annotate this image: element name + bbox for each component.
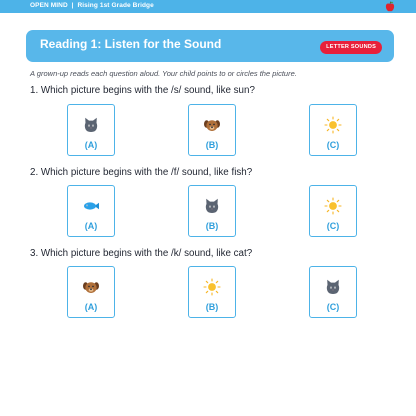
top-bar <box>0 0 416 13</box>
q3-choice-a-picture <box>82 278 100 296</box>
apple-icon <box>385 1 395 12</box>
q3-choice-c[interactable] <box>309 266 357 318</box>
cat-icon <box>203 197 221 215</box>
q3-choice-b-label: (B) <box>205 302 219 312</box>
fish-icon <box>82 197 100 215</box>
brand-name: OPEN MIND <box>30 2 68 9</box>
q2-choice-c-label: (C) <box>326 221 340 231</box>
sun-icon <box>203 278 221 296</box>
q3-choice-b[interactable] <box>188 266 236 318</box>
dog-icon <box>82 278 100 296</box>
cat-icon <box>82 116 100 134</box>
q3-choice-b-picture <box>203 278 221 296</box>
course-title <box>30 2 154 9</box>
q1-choice-a-label: (A) <box>84 140 98 150</box>
course-name: Rising 1st Grade Bridge <box>77 2 154 9</box>
q2-choice-a-label: (A) <box>84 221 98 231</box>
cat-icon <box>324 278 342 296</box>
q1-choice-b-label: (B) <box>205 140 219 150</box>
topic-badge: LETTER SOUNDS <box>320 41 382 54</box>
question-1: 1. Which picture begins with the /s/ sound, like sun? <box>30 85 255 96</box>
q3-choice-c-picture <box>324 278 342 296</box>
instruction-text: A grown-up reads each question aloud. Your child points to or circles the picture. <box>30 69 297 78</box>
sun-icon <box>324 197 342 215</box>
dog-icon <box>203 116 221 134</box>
q2-choice-b-label: (B) <box>205 221 219 231</box>
q1-choice-c-picture <box>324 116 342 134</box>
lesson-header <box>26 30 394 62</box>
q2-choice-c[interactable] <box>309 185 357 237</box>
question-2: 2. Which picture begins with the /f/ sound, like fish? <box>30 167 253 178</box>
q2-choice-b[interactable] <box>188 185 236 237</box>
q2-choice-a[interactable] <box>67 185 115 237</box>
q1-choice-a-picture <box>82 116 100 134</box>
q3-choice-a[interactable] <box>67 266 115 318</box>
q1-choice-c[interactable] <box>309 104 357 156</box>
q1-choice-b[interactable] <box>188 104 236 156</box>
brand-separator: | <box>71 2 74 9</box>
q1-choice-c-label: (C) <box>326 140 340 150</box>
q3-choice-a-label: (A) <box>84 302 98 312</box>
question-3: 3. Which picture begins with the /k/ sound, like cat? <box>30 248 253 259</box>
q1-choice-b-picture <box>203 116 221 134</box>
q2-choice-c-picture <box>324 197 342 215</box>
q1-choice-a[interactable] <box>67 104 115 156</box>
q3-choice-c-label: (C) <box>326 302 340 312</box>
lesson-title: Reading 1: Listen for the Sound <box>40 37 222 51</box>
q2-choice-b-picture <box>203 197 221 215</box>
sun-icon <box>324 116 342 134</box>
q2-choice-a-picture <box>82 197 100 215</box>
